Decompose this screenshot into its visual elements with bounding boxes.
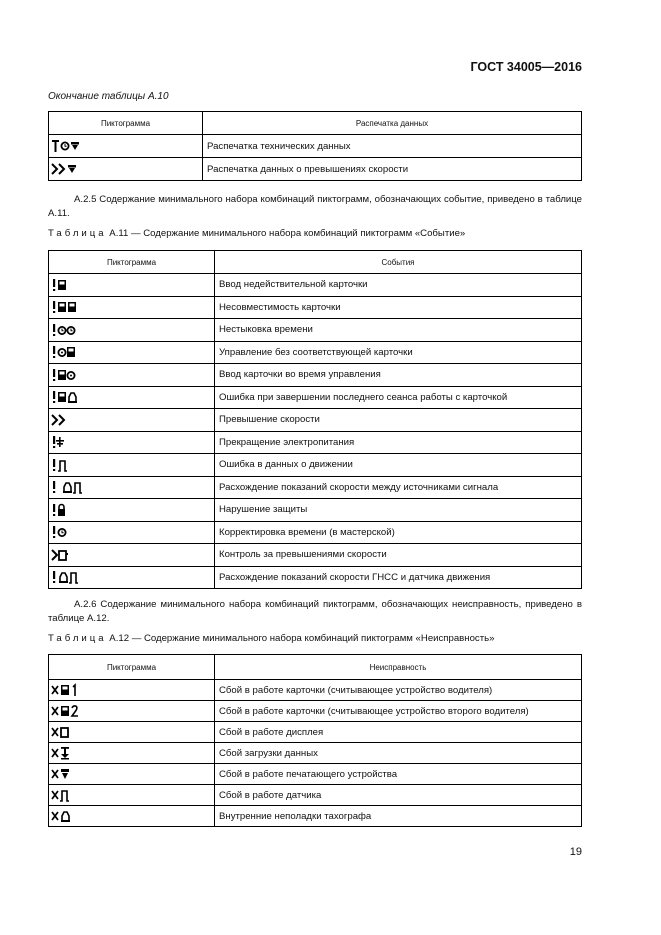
printer-fault-icon [51,767,111,781]
driving-without-card-icon [51,345,111,359]
table-a10 [48,111,582,181]
table-row [49,386,582,409]
display-fault-icon [51,725,111,739]
overspeed-printout-icon [51,162,111,176]
overspeed-control-icon [51,548,111,562]
paragraph-a25: А.2.5 Содержание минимального набора комбинаций пиктограмм, обозначающих событие, приведено в таблице А.11. [48,194,582,219]
table-a12-caption-word: Таблица [48,633,107,644]
table-a11-cell: Расхождение показаний скорости ГНСС и датчика движения [215,566,582,589]
table-a12-cell: Сбой в работе карточки (считывающее устройство второго водителя) [215,701,582,722]
table-a11-cell: Ошибка в данных о движении [215,454,582,477]
table-row [49,785,582,806]
time-overlap-icon [51,323,111,337]
table-a10-cell: Распечатка технических данных [203,135,582,158]
table-row [49,431,582,454]
table-a11-cell: Нарушение защиты [215,499,582,522]
table-row [49,454,582,477]
speed-source-conflict-icon [51,480,111,494]
invalid-card-icon [51,278,111,292]
table-a11-col-pictogram: Пиктограмма [49,251,215,274]
table-row [49,409,582,432]
table-row [49,806,582,827]
table-row [49,274,582,297]
table-row [49,319,582,342]
motion-data-error-icon [51,458,111,472]
table-a10-continuation-label: Окончание таблицы А.10 [48,91,169,102]
table-row [49,701,582,722]
table-a11-cell: Нестыковка времени [215,319,582,342]
card-conflict-icon [51,300,111,314]
paragraph-a26: А.2.6 Содержание минимального набора комбинаций пиктограмм, обозначающих неисправность, приведено в таблице А.12. [48,599,582,624]
table-row [49,476,582,499]
table-row [49,296,582,319]
table-row [49,135,582,158]
card-insertion-while-driving-icon [51,368,111,382]
document-standard-header: ГОСТ 34005—2016 [470,60,582,74]
table-row [49,680,582,701]
table-a11-cell: Управление без соответствующей карточки [215,341,582,364]
table-row [49,544,582,567]
overspeed-icon [51,413,111,427]
table-a12-cell: Сбой в работе дисплея [215,722,582,743]
table-a12-caption-text: А.12 — Содержание минимального набора комбинаций пиктограмм «Неисправность» [106,633,495,644]
table-a11-caption-text: А.11 — Содержание минимального набора комбинаций пиктограмм «Событие» [106,228,466,239]
security-breach-icon [51,503,111,517]
card-fault-driver2-icon [51,704,111,718]
table-a10-col-pictogram: Пиктограмма [49,112,203,135]
table-row [49,341,582,364]
gnss-speed-conflict-icon [51,570,111,584]
table-a11-caption [48,228,465,239]
table-a11-cell: Ошибка при завершении последнего сеанса работы с карточкой [215,386,582,409]
table-a11-cell: Контроль за превышениями скорости [215,544,582,567]
table-a11-cell: Ввод карточки во время управления [215,364,582,387]
table-a12-col-fault: Неисправность [215,655,582,680]
table-a12-caption [48,633,494,644]
card-fault-driver1-icon [51,683,111,697]
download-fault-icon [51,746,111,760]
table-a11-col-events: События [215,251,582,274]
table-a11-cell: Расхождение показаний скорости между источниками сигнала [215,476,582,499]
table-a12-cell: Сбой в работе датчика [215,785,582,806]
tech-data-printout-icon [51,139,111,153]
table-a11 [48,250,582,589]
internal-fault-icon [51,809,111,823]
page-number: 19 [569,846,582,858]
table-row [49,743,582,764]
table-row [49,158,582,181]
table-a12-col-pictogram: Пиктограмма [49,655,215,680]
last-session-not-closed-icon [51,390,111,404]
table-row [49,764,582,785]
sensor-fault-icon [51,788,111,802]
table-a11-cell: Прекращение электропитания [215,431,582,454]
table-row [49,722,582,743]
table-a11-cell: Несовместимость карточки [215,296,582,319]
table-row [49,364,582,387]
table-a11-cell: Корректировка времени (в мастерской) [215,521,582,544]
power-interruption-icon [51,435,111,449]
table-a12-cell: Внутренние неполадки тахографа [215,806,582,827]
table-row [49,521,582,544]
table-a11-caption-word: Таблица [48,228,107,239]
table-a12-cell: Сбой в работе карточки (считывающее устройство водителя) [215,680,582,701]
table-a10-col-printout: Распечатка данных [203,112,582,135]
table-row [49,499,582,522]
table-a12-cell: Сбой в работе печатающего устройства [215,764,582,785]
table-a12-cell: Сбой загрузки данных [215,743,582,764]
table-a11-cell: Ввод недействительной карточки [215,274,582,297]
table-a11-cell: Превышение скорости [215,409,582,432]
time-adjustment-icon [51,525,111,539]
table-row [49,566,582,589]
table-a10-cell: Распечатка данных о превышениях скорости [203,158,582,181]
table-a12 [48,654,582,827]
